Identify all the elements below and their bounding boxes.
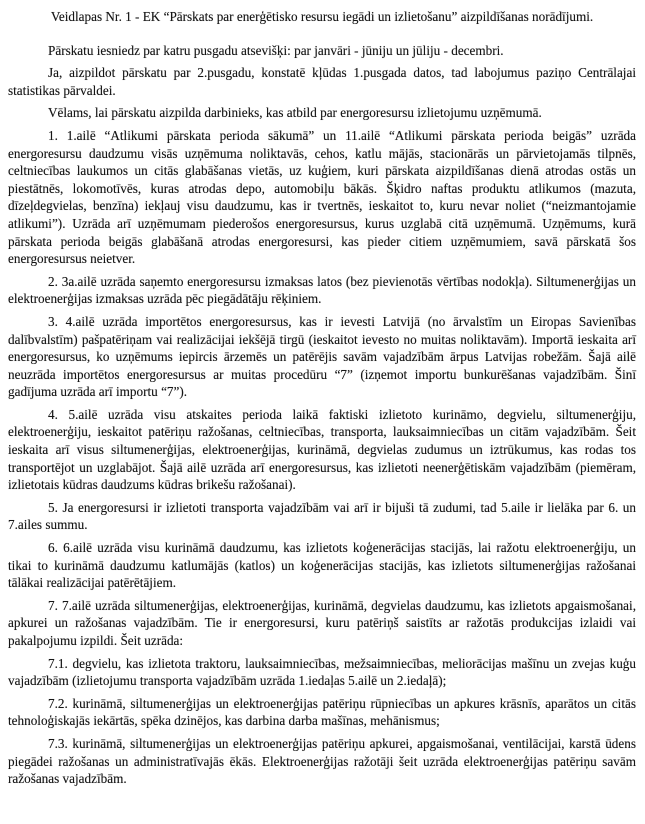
instruction-item-7-usage: 7. 7.ailē uzrāda siltumenerģijas, elektroenerģijas, kurināmā, degvielas daudzumu, kas izlietots apgaismošanai, apkurei un ražošanas vajadzībām. Tie ir energoresursi, kuru patēriņš saistīts ar ražotās produkcijas izlaidi vai pakalpojumu izpildi. Šeit uzrāda: — [8, 597, 636, 648]
instruction-item-4-consumption: 4. 5.ailē uzrāda visu atskaites perioda laikā faktiski izlietoto kurināmo, degvielu, siltumenerģiju, elektroenerģiju, ieskaitot patēriņu ražošanas, celtniecības, transporta, lauksaimniecības un citām vajadzībām. Šeit ieskaita arī visus siltumenerģijas, elektroenerģijas, kurināmā, degvielas zudumus un iztrūkumus, kas rodas tos transportējot un uzglabājot. Šajā ailē uzrāda arī energoresursus, kas izlietoti neenerģētiskām vajadzībām (piemēram, izlietotais kūdras daudzums kūdras brikešu ražošanai). — [8, 406, 636, 493]
instruction-item-5-transport: 5. Ja energoresursi ir izlietoti transporta vajadzībām vai arī ir bijuši tā zudumi, tad 5.aile ir lielāka par 6. un 7.ailes summu. — [8, 499, 636, 533]
para-error-corrections: Ja, aizpildot pārskatu par 2.pusgadu, konstatē kļūdas 1.pusgada datos, tad labojumus paziņo Centrālajai statistikas pārvaldei. — [8, 65, 636, 98]
instruction-item-1-balances: 1. 1.ailē “Atlikumi pārskata perioda sākumā” un 11.ailē “Atlikumi pārskata perioda beigās” uzrāda energoresursu daudzumu visās uzņēmuma noliktavās, cehos, katlu mājās, stacionārās un pārvietojamās tilpnēs, celtniecības laukumos un citās glabāšanas vietās, uz kuģiem, kuri pārskata aizpildīšanas dienā atrodas ostās un piestātnēs, lokomotīvēs, kuras atrodas depo, automobiļu bākās. Šķidro naftas produktu atlikumos (mazuta, dīzeļdegvielas, benzīna) iekļauj visu daudzumu, kas ir tvertnēs, ieskaitot to, kuru nevar noliet (“neizmantojamie atlikumi”). Uzrāda arī uzņēmumam piederošos energoresursus, kurus uzglabā citā uzņēmumā. Uzņēmums, kurā pārskata perioda beigās glabāšanā atrodas energoresursi, kas pieder citiem uzņēmumiem, savā pārskatā šos energoresursus neietver. — [8, 127, 636, 267]
instruction-item-7-3-buildings: 7.3. kurināmā, siltumenerģijas un elektroenerģijas patēriņu apkurei, apgaismošanai, ventilācijai, karstā ūdens piegādei ražošanas un administratīvajās ēkās. Elektroenerģijas ražotāji šeit uzrāda elektroenerģijas patēriņu savām ražošanas vajadzībām. — [8, 735, 636, 787]
instruction-item-7-2-industrial: 7.2. kurināmā, siltumenerģijas un elektroenerģijas patēriņu rūpniecības un apkures krāsnīs, aparātos un citās tehnoloģiskajās iekārtās, spēka dzinējos, kas darbina darba mašīnas, mehānismus; — [8, 695, 636, 729]
document-title: Veidlapas Nr. 1 - EK “Pārskats par enerģētisko resursu iegādi un izlietošanu” aizpildīšanas norādījumi. — [50, 9, 594, 24]
instruction-item-6-cogeneration: 6. 6.ailē uzrāda visu kurināmā daudzumu, kas izlietots koģenerācijas stacijās, lai ražotu elektroenerģiju, un tikai to kurināmā daudzumu katlumājās (katlos) un koģenerācijas stacijās, kas izlietots siltumenerģijas ražošanai tālākai realizācijai patērētājiem. — [8, 540, 636, 591]
instruction-item-2-costs: 2. 3a.ailē uzrāda saņemto energoresursu izmaksas latos (bez pievienotās vērtības nodokļa). Siltumenerģijas un elektroenerģijas izmaksas uzrāda pēc piegādātāju rēķiniem. — [8, 273, 636, 307]
instruction-item-3-imports: 3. 4.ailē uzrāda importētos energoresursus, kas ir ievesti Latvijā (no ārvalstīm un Eiropas Savienības dalībvalstīm) pašpatēriņam vai realizācijai iekšējā tirgū (ieskaitot ievesto no muitas noliktavām). Importā ieskaita arī energoresursus, ko uzņēmums iepircis ārzemēs un patērējis savām vajadzībām ārpus Latvijas robežām. Šajā ailē neuzrāda importētos energoresursus ar muitas procedūru “7” (izņemot importu bunkurēšanas vajadzībām. Šinī gadījuma uzrāda arī importu “7”). — [8, 313, 636, 400]
para-submission-frequency: Pārskatu iesniedz par katru pusgadu atsevišķi: par janvāri - jūniju un jūliju - decembri. — [48, 42, 504, 58]
para-responsible-employee: Vēlams, lai pārskatu aizpilda darbinieks, kas atbild par energoresursu izlietojumu uzņēmumā. — [48, 105, 542, 121]
instruction-item-7-1-fuel: 7.1. degvielu, kas izlietota traktoru, lauksaimniecības, mežsaimniecības, meliorācijas mašīnu un zvejas kuģu vajadzībām (izlietojumu transporta vajadzībām uzrāda 1.iedaļas 5.ailē un 2.iedaļā); — [8, 655, 636, 689]
